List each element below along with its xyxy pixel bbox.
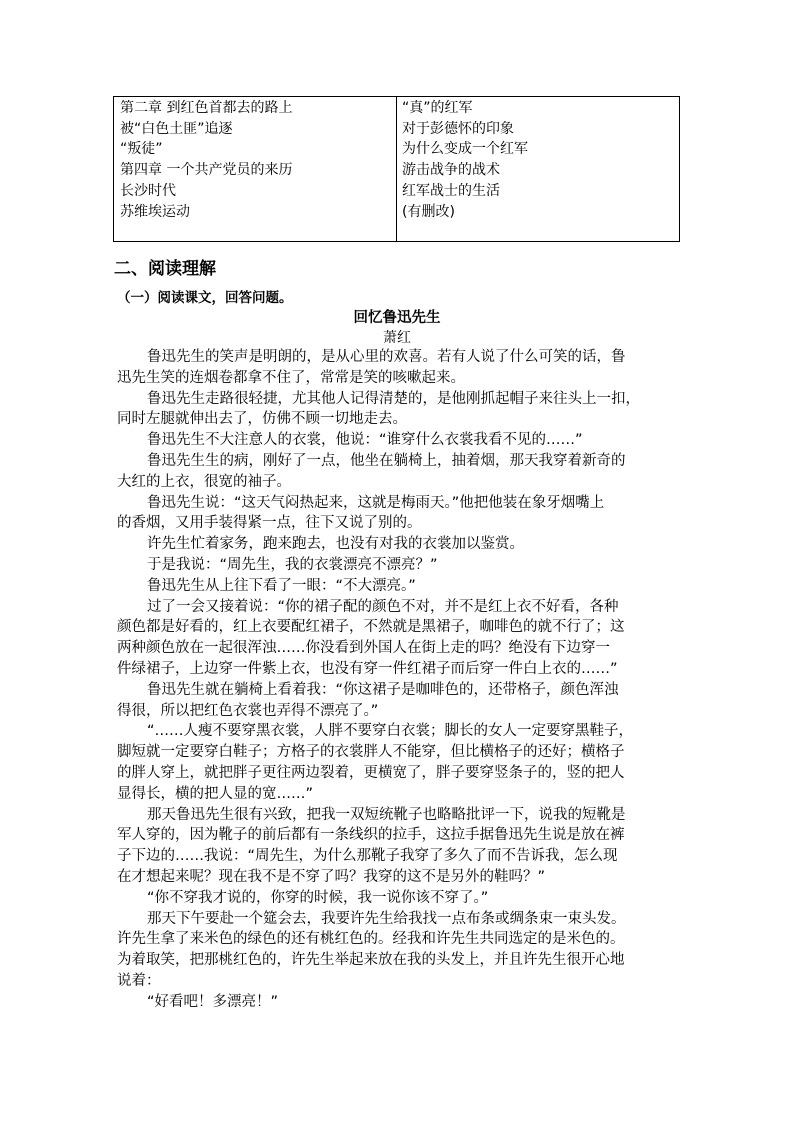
contents-line: 第四章 一个共产党员的来历 [120,162,293,179]
contents-line: “叛徒” [120,141,163,158]
section-heading: 二、阅读理解 [114,259,216,279]
article-line: 的胖人穿上，就把胖子更往两边裂着，更横宽了，胖子要穿竖条子的，竖的把人 [117,764,625,781]
article-author: 萧红 [383,330,411,346]
article-line: 显得长，横的把人显的宽……” [117,785,314,802]
article-line: 两种颜色放在一起很浑浊……你没看到外国人在街上走的吗？绝没有下边穿一 [117,640,610,657]
article-line: 同时左腿就伸出去了，仿佛不顾一切地走去。 [117,411,407,428]
article-line: 那天鲁迅先生很有兴致，把我一双短统靴子也略略批评一下，说我的短靴是 [147,806,626,823]
article-line: 鲁迅先生不大注意人的衣裳，他说：“谁穿什么衣裳我看不见的……” [147,432,583,449]
contents-line: “真”的红军 [402,100,473,116]
article-line: 颜色都是好看的，红上衣要配红裙子，不然就是黑裙子，咖啡色的就不行了；这 [117,619,625,636]
contents-table-left-cell [114,97,397,241]
article-line: “……人瘦不要穿黑衣裳，人胖不要穿白衣裳；脚长的女人一定要穿黑鞋子， [147,723,634,740]
contents-line: 对于彭德怀的印象 [402,120,514,137]
contents-line: 为什么变成一个红军 [402,141,528,158]
article-line: “好看吧！多漂亮！” [147,993,279,1010]
contents-table [113,96,680,242]
article-line: 那天下午要赴一个筵会去，我要许先生给我找一点布条或绸条束一束头发。 [147,910,626,927]
article-line: 鲁迅先生从上往下看了一眼：“不大漂亮。” [147,577,416,594]
article-line: 鲁迅先生走路很轻捷，尤其他人记得清楚的，是他刚抓起帽子来往头上一扣， [147,390,640,407]
article-line: 鲁迅先生就在躺椅上看着我：“你这裙子是咖啡色的，还带格子，颜色浑浊 [147,681,619,698]
article-line: 大红的上衣，很宽的袖子。 [117,473,291,490]
article-line: 得很，所以把红色衣裳也弄得不漂亮了。” [117,702,379,719]
article-body [117,347,683,1013]
article-line: 鲁迅先生生的病，刚好了一点，他坐在躺椅上，抽着烟，那天我穿着新奇的 [147,452,626,469]
article-title: 回忆鲁迅先生 [353,309,441,326]
article-line: 为着取笑，把那桃红色的，许先生举起来放在我的头发上，并且许先生很开心地 [117,952,625,969]
article-line: 许先生拿了来米色的绿色的还有桃红色的。经我和许先生共同选定的是米色的。 [117,931,625,948]
article-line: 军人穿的，因为靴子的前后都有一条线织的拉手，这拉手据鲁迅先生说是放在裤 [117,827,625,844]
contents-line: 第二章 到红色首都去的路上 [120,100,293,116]
contents-line: 被“白色土匪”追逐 [120,120,233,137]
article-line: 鲁迅先生说：“这天气闷热起来，这就是梅雨天。”他把他装在象牙烟嘴上 [147,494,605,511]
article-line: 件绿裙子，上边穿一件紫上衣，也没有穿一件红裙子而后穿一件白上衣的……” [117,660,618,677]
contents-line: (有删改) [402,203,455,220]
article-line: “你不穿我才说的，你穿的时候，我一说你该不穿了。” [147,889,489,906]
contents-line: 红军战士的生活 [402,182,500,199]
article-line: 在才想起来呢？现在我不是不穿了吗？我穿的这不是另外的鞋吗？” [117,868,546,885]
article-line: 脚短就一定要穿白鞋子；方格子的衣裳胖人不能穿，但比横格子的还好；横格子 [117,744,625,761]
contents-line: 苏维埃运动 [120,203,190,220]
article-line: 过了一会又接着说：“你的裙子配的颜色不对，并不是红上衣不好看，各种 [147,598,619,615]
article-line: 的香烟，又用手装得紧一点，往下又说了别的。 [117,515,422,532]
article-line: 许先生忙着家务，跑来跑去，也没有对我的衣裳加以鉴赏。 [147,536,524,553]
article-line: 迅先生笑的连烟卷都拿不住了，常常是笑的咳嗽起来。 [117,369,465,386]
question-subheading: （一）阅读课文，回答问题。 [117,290,293,306]
contents-line: 长沙时代 [120,182,176,199]
article-line: 鲁迅先生的笑声是明朗的，是从心里的欢喜。若有人说了什么可笑的话，鲁 [147,349,626,365]
article-line: 子下边的……我说：“周先生，为什么那靴子我穿了多久了而不告诉我，怎么现 [117,848,618,865]
article-line: 说着： [117,972,161,989]
article-line: 于是我说：“周先生，我的衣裳漂亮不漂亮？” [147,556,438,573]
contents-line: 游击战争的战术 [402,162,500,179]
contents-table-right-cell [397,97,679,241]
